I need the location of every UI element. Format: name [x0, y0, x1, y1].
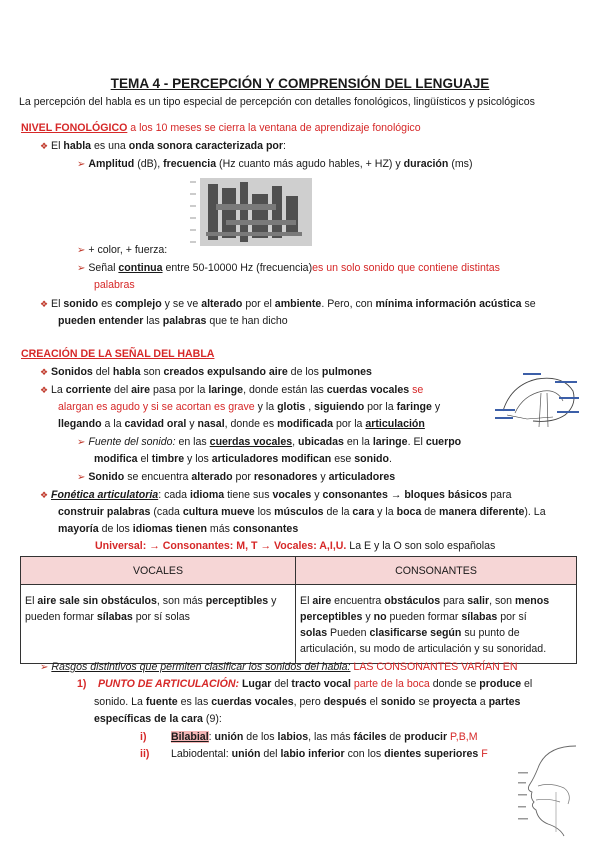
text: sonido [380, 696, 416, 708]
page-title: TEMA 4 - PERCEPCIÓN Y COMPRENSIÓN DEL LENGUAJE [110, 76, 490, 91]
text: Señal [88, 262, 119, 274]
text: menos [515, 595, 550, 607]
text: idioma [190, 489, 225, 501]
text: aire [131, 384, 150, 396]
text: bloques básicos [404, 489, 488, 501]
text: tracto vocal [291, 678, 351, 690]
text: cuerdas vocales [326, 384, 410, 396]
arrow-bullet-icon: ➢ [40, 662, 49, 673]
text: glotis [277, 401, 306, 413]
text: unión [231, 748, 261, 760]
text: sonido [63, 298, 99, 310]
text: labios [277, 731, 309, 743]
text: P,B,M [447, 731, 478, 743]
bilabial-item [140, 731, 478, 743]
bullet-sonidos [40, 366, 372, 378]
text: (Hz cuanto más agudo hables, + HZ) y [216, 158, 404, 170]
text: Sonido [88, 471, 125, 483]
text: entre 50-10000 Hz (frecuencia) [162, 262, 313, 274]
text: parte de la boca [350, 678, 430, 690]
text: ubicadas [298, 436, 344, 448]
sub-amplitud [77, 158, 473, 170]
text: producir [404, 731, 448, 743]
text: habla [63, 140, 92, 152]
text: complejo [115, 298, 162, 310]
text: creados expulsando aire [163, 366, 288, 378]
text: obstáculos [384, 595, 441, 607]
text: unión [214, 731, 244, 743]
text: Sonidos [51, 366, 93, 378]
text: . El [407, 436, 426, 448]
text: , las más [308, 731, 354, 743]
text: ). La [524, 506, 546, 518]
text: se encuentra [124, 471, 192, 483]
text: cara [352, 506, 375, 518]
text: en las [175, 436, 210, 448]
nivel-heading: NIVEL FONOLÓGICO [21, 122, 128, 134]
bullet-fonetica-l3 [58, 523, 298, 535]
arrow-bullet-icon: ➢ [77, 245, 86, 256]
text: y [317, 471, 329, 483]
punto-articulacion-l3 [94, 713, 222, 725]
text: y la [254, 401, 278, 413]
text: del [92, 366, 113, 378]
text: habla [112, 366, 141, 378]
rasgos-line [40, 661, 517, 673]
text: + color, + fuerza: [88, 244, 168, 256]
text: ii) [140, 748, 150, 760]
text: y [268, 595, 277, 607]
text: de los [98, 523, 133, 535]
text: faringe [396, 401, 432, 413]
text: el [521, 678, 533, 690]
text: nasal [197, 418, 225, 430]
text: El [51, 140, 64, 152]
text: , son [489, 595, 515, 607]
bullet-fonetica-l2 [58, 506, 546, 518]
text: de los [287, 366, 322, 378]
text: pasa por la [150, 384, 209, 396]
table-header-vocales: VOCALES [21, 557, 296, 585]
text: pueden formar [25, 611, 97, 623]
universal-line [95, 540, 495, 552]
text: Fonética articulatoria [51, 489, 159, 501]
sub-color [77, 244, 167, 256]
text: de la [323, 506, 353, 518]
text: el [366, 696, 381, 708]
text: idiomas tienen [132, 523, 207, 535]
labiodental-item [140, 748, 488, 760]
text: produce [479, 678, 522, 690]
nivel-heading-line [21, 122, 421, 134]
arrow-bullet-icon: ➢ [77, 159, 86, 170]
text: por la [333, 418, 366, 430]
sub-senal-cont: palabras [94, 279, 135, 291]
diamond-bullet-icon: ❖ [40, 385, 49, 395]
text: , [305, 401, 315, 413]
text: PUNTO DE ARTICULACIÓN: [97, 678, 240, 690]
text: sílabas [96, 611, 133, 623]
text: (cada [150, 506, 183, 518]
text: aire [312, 595, 332, 607]
head-profile-diagram [516, 742, 582, 838]
text: por la [364, 401, 397, 413]
text: dientes superiores [384, 748, 479, 760]
text: clasificarse según [369, 627, 462, 639]
text: es las [177, 696, 212, 708]
text: , [292, 436, 299, 448]
text: (9): [202, 713, 222, 725]
arrow-bullet-icon: ➢ [77, 437, 86, 448]
text: laringe [208, 384, 244, 396]
bullet-sonido [40, 298, 536, 310]
text: (ms) [448, 158, 473, 170]
text: articuladores [328, 471, 396, 483]
text: después [323, 696, 367, 708]
text: vocales [272, 489, 312, 501]
table-cell-vocales [21, 585, 296, 664]
text: músculos [274, 506, 324, 518]
spectrogram-image [186, 174, 314, 250]
sub-senal [77, 262, 500, 274]
text: articulación [365, 418, 425, 430]
vocal-tract-diagram [493, 371, 583, 429]
text: del [111, 384, 132, 396]
text: consonantes [322, 489, 388, 501]
text: más [206, 523, 233, 535]
text: ese [331, 453, 355, 465]
text: manera diferente [439, 506, 525, 518]
text: salir [467, 595, 490, 607]
table-cell-consonantes [296, 585, 577, 664]
text: y [311, 489, 323, 501]
text: fuente [145, 696, 178, 708]
text: onda sonora caracterizada por [128, 140, 284, 152]
text: , donde están las [243, 384, 327, 396]
sub-fuente [77, 436, 461, 448]
text: Bilabial [170, 731, 209, 743]
text: de [421, 506, 440, 518]
text: modificada [277, 418, 333, 430]
text: timbre [151, 453, 185, 465]
text: laringe [372, 436, 408, 448]
punto-articulacion-l2 [94, 696, 520, 708]
text: sonido. La [94, 696, 146, 708]
text: tiene sus [224, 489, 273, 501]
text: perceptibles [205, 595, 269, 607]
bullet-corriente-l3 [58, 418, 425, 430]
text: y los [184, 453, 212, 465]
text: donde se [429, 678, 480, 690]
text: El [25, 595, 38, 607]
punto-articulacion [77, 678, 532, 690]
text: encuentra [331, 595, 385, 607]
text: alterado [191, 471, 233, 483]
text: Universal: → Consonantes: M, T → Vocales: A,I,U. [95, 540, 347, 552]
text: no [373, 611, 387, 623]
text: cuerdas vocales [209, 436, 293, 448]
text: duración [403, 158, 449, 170]
text: del [260, 748, 281, 760]
arrow-bullet-icon: ➢ [77, 472, 86, 483]
text: corriente [65, 384, 112, 396]
text: resonadores [253, 471, 318, 483]
text: fáciles [353, 731, 387, 743]
text: y se ve [161, 298, 202, 310]
text: boca [396, 506, 422, 518]
text: construir palabras [58, 506, 151, 518]
text: es [98, 298, 116, 310]
text: sílabas [461, 611, 498, 623]
text: (dB), [134, 158, 164, 170]
diamond-bullet-icon: ❖ [40, 141, 49, 151]
text: → [387, 489, 405, 501]
text: a la [101, 418, 125, 430]
text: mínima información acústica [375, 298, 522, 310]
text: específicas de la cara [94, 713, 203, 725]
text: . Pero, con [321, 298, 376, 310]
text: Pueden [327, 627, 370, 639]
text: cavidad oral [124, 418, 187, 430]
text: son [140, 366, 164, 378]
bullet-corriente [40, 384, 423, 396]
text: sonido [354, 453, 389, 465]
text: i) [140, 731, 147, 743]
nivel-heading-rest: a los 10 meses se cierra la ventana de aprendizaje fonológico [127, 122, 421, 134]
bullet-corriente-l2 [58, 401, 440, 413]
text: frecuencia [163, 158, 217, 170]
bullet-fonetica [40, 489, 512, 501]
text: su punto de [461, 627, 520, 639]
arrow-bullet-icon: ➢ [77, 263, 86, 274]
table-header-row [21, 557, 577, 585]
text: . [388, 453, 392, 465]
text: de [386, 731, 405, 743]
text: , pero [293, 696, 324, 708]
text: el [137, 453, 152, 465]
sub-alterado [77, 471, 395, 483]
text: por el [242, 298, 275, 310]
text: se [415, 696, 433, 708]
text: los [254, 506, 275, 518]
text: pueden entender [58, 315, 144, 327]
text: Amplitud [88, 158, 135, 170]
text: con los [344, 748, 385, 760]
text: llegando [58, 418, 102, 430]
text: se [521, 298, 536, 310]
text: modifica [94, 453, 138, 465]
text: La E y la O son solo españolas [346, 540, 496, 552]
text: para [440, 595, 468, 607]
text: articulación, su modo de articulación y su sonoridad. [300, 643, 547, 655]
text: y [186, 418, 198, 430]
diamond-bullet-icon: ❖ [40, 367, 49, 377]
creacion-heading: CREACIÓN DE LA SEÑAL DEL HABLA [21, 348, 215, 360]
text: cuerpo [425, 436, 462, 448]
text: : [283, 140, 286, 152]
text: consonantes [232, 523, 299, 535]
text: de los [243, 731, 278, 743]
text: F [478, 748, 488, 760]
text: : [208, 731, 215, 743]
text: y [431, 401, 441, 413]
text: alargan es agudo y si se acortan es grave [58, 401, 255, 413]
text: 1) [77, 678, 87, 690]
text: perceptibles [300, 611, 363, 623]
text: y [362, 611, 374, 623]
text: pueden formar [386, 611, 462, 623]
text: Fuente del sonido: [88, 436, 176, 448]
text: que te han dicho [206, 315, 288, 327]
text: alterado [201, 298, 243, 310]
text: palabras [162, 315, 207, 327]
intro-text: La percepción del habla es un tipo especial de percepción con detalles fonológicos, lingüísticos y psicológicos [19, 96, 535, 108]
text: para [487, 489, 512, 501]
text: continua [118, 262, 163, 274]
bullet-sonido-cont [58, 315, 288, 327]
text: por [232, 471, 254, 483]
text: del [271, 678, 292, 690]
text: es un solo sonido que contiene distintas [312, 262, 500, 274]
text: proyecta [432, 696, 477, 708]
text: se [409, 384, 424, 396]
text: las [143, 315, 163, 327]
text: partes [488, 696, 521, 708]
text: por sí solas [132, 611, 190, 623]
vowels-consonants-table [20, 556, 577, 664]
text: , donde es [224, 418, 278, 430]
text: : cada [158, 489, 190, 501]
text: articuladores modifican [211, 453, 332, 465]
text: mayoría [58, 523, 99, 535]
text: El [300, 595, 313, 607]
diamond-bullet-icon: ❖ [40, 490, 49, 500]
text: siguiendo [314, 401, 365, 413]
text: es una [91, 140, 129, 152]
text: cuerdas vocales [211, 696, 294, 708]
text: , son más [156, 595, 206, 607]
text: a [476, 696, 489, 708]
bullet-habla [40, 140, 286, 152]
text: labio inferior [280, 748, 345, 760]
text: Labiodental: [170, 748, 232, 760]
text: solas [300, 627, 328, 639]
diamond-bullet-icon: ❖ [40, 299, 49, 309]
text: El [51, 298, 64, 310]
table-row [21, 585, 577, 664]
sub-fuente-cont [94, 453, 392, 465]
text: Rasgos distintivos que permiten clasificar los sonidos del habla: [51, 661, 351, 673]
table-header-consonantes: CONSONANTES [296, 557, 577, 585]
text: y la [374, 506, 397, 518]
text: aire sale sin obstáculos [37, 595, 157, 607]
text: en la [343, 436, 373, 448]
text: LAS CONSONANTES VARÍAN EN [350, 661, 518, 673]
text: Lugar [239, 678, 272, 690]
text: por sí [497, 611, 527, 623]
text: pulmones [321, 366, 372, 378]
text: La [51, 384, 66, 396]
text: ambiente [274, 298, 322, 310]
text: cultura mueve [182, 506, 255, 518]
